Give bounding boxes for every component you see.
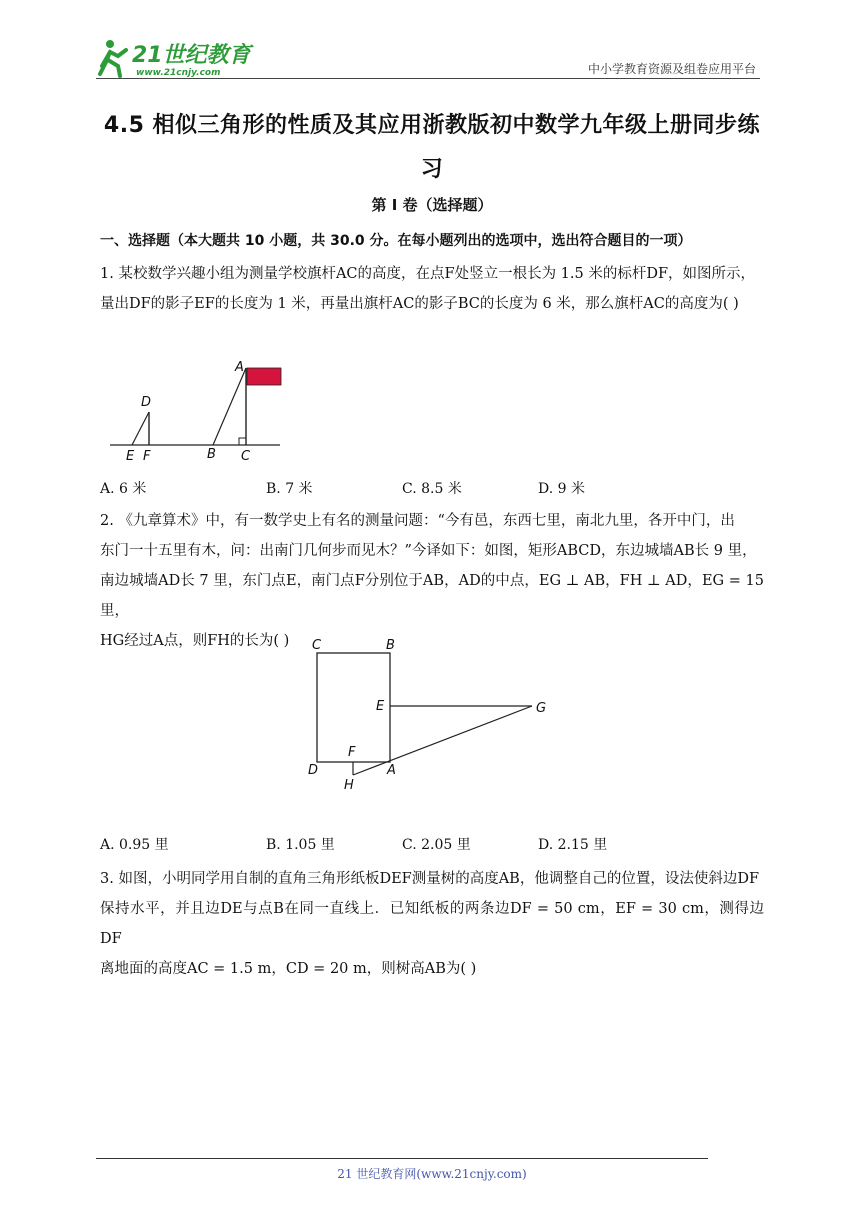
label-g: G (536, 701, 547, 716)
label-a: A (387, 763, 396, 778)
question-1-options (100, 478, 720, 498)
q1-option-c[interactable]: C. 8.5 米 (402, 481, 462, 497)
platform-name: 中小学教育资源及组卷应用平台 (587, 62, 756, 76)
label-b: B (207, 447, 216, 462)
label-d: D (141, 395, 152, 410)
q1-option-b[interactable]: B. 7 米 (266, 481, 313, 497)
question-2-line-4: HG经过A点，则FH的长为( ) (100, 633, 290, 649)
page-title (96, 104, 768, 192)
q2-option-c[interactable]: C. 2.05 里 (402, 837, 471, 853)
label-b: B (386, 638, 395, 653)
footer-divider (96, 1158, 708, 1159)
question-2-options (100, 834, 720, 854)
q1-option-a[interactable]: A. 6 米 (100, 481, 147, 497)
page-footer: 21 世纪教育网(www.21cnjy.com) (337, 1167, 527, 1181)
question-2-figure (300, 630, 560, 795)
label-h: H (344, 778, 354, 793)
title-line-1: 4.5 相似三角形的性质及其应用浙教版初中数学九年级上册同步练 (103, 113, 761, 138)
label-c: C (312, 638, 322, 653)
title-line-2: 习 (420, 157, 444, 182)
label-a: A (235, 360, 244, 375)
question-3-line-1: 3. 如图，小明同学用自制的直角三角形纸板DEF测量树的高度AB，他调整自己的位置，设法使斜边DF (100, 871, 760, 887)
segment-ed (132, 412, 149, 445)
question-3-text (100, 864, 764, 984)
question-1-figure (105, 355, 290, 465)
logo-icon (96, 36, 266, 80)
question-3-line-3: 离地面的高度AC = 1.5 m，CD = 20 m，则树高AB为( ) (100, 961, 477, 977)
header-divider (96, 78, 760, 79)
flag (247, 368, 281, 385)
segment-gh (353, 706, 532, 775)
question-1-text (100, 259, 764, 319)
label-e: E (126, 449, 135, 464)
part-title: 一、选择题（本大题共 10 小题，共 30.0 分。在每小题列出的选项中，选出符合题目的一项） (100, 233, 692, 249)
question-2-line-1: 2. 《九章算术》中，有一数学史上有名的测量问题：“今有邑，东西七里，南北九里，各开中门，出 (100, 513, 735, 529)
logo-url: www.21cnjy.com (136, 68, 221, 78)
question-1-line-2: 量出DF的影子EF的长度为 1 米，再量出旗杆AC的影子BC的长度为 6 米，那么旗杆AC的高度为( ) (100, 296, 739, 312)
q2-option-d[interactable]: D. 2.15 里 (538, 837, 608, 853)
q2-option-b[interactable]: B. 1.05 里 (266, 837, 335, 853)
page-header (96, 36, 760, 80)
logo-text: 21世纪教育 (132, 43, 251, 68)
question-2-line-2: 东门一十五里有木，问：出南门几何步而见木？”今译如下：如图，矩形ABCD，东边城墙AB长 9 里， (100, 543, 757, 559)
q2-option-a[interactable]: A. 0.95 里 (100, 837, 169, 853)
label-d: D (308, 763, 319, 778)
label-e: E (376, 699, 385, 714)
question-3-line-2: 保持水平，并且边DE与点B在同一直线上．已知纸板的两条边DF = 50 cm，EF = 30 cm，测得边DF (100, 901, 764, 947)
section-title: 第 I 卷（选择题） (371, 196, 493, 214)
question-2-line-3: 南边城墙AD长 7 里，东门点E，南门点F分别位于AB，AD的中点，EG ⊥ AB，FH ⊥ AD，EG = 15 里， (100, 573, 764, 619)
question-1-line-1: 1. 某校数学兴趣小组为测量学校旗杆AC的高度，在点F处竖立一根长为 1.5 米的标杆DF，如图所示， (100, 266, 756, 282)
q1-option-d[interactable]: D. 9 米 (538, 481, 585, 497)
segment-ba (213, 368, 246, 445)
label-f: F (348, 745, 356, 760)
right-angle-mark (239, 438, 246, 445)
label-f: F (143, 449, 151, 464)
label-c: C (241, 449, 251, 464)
